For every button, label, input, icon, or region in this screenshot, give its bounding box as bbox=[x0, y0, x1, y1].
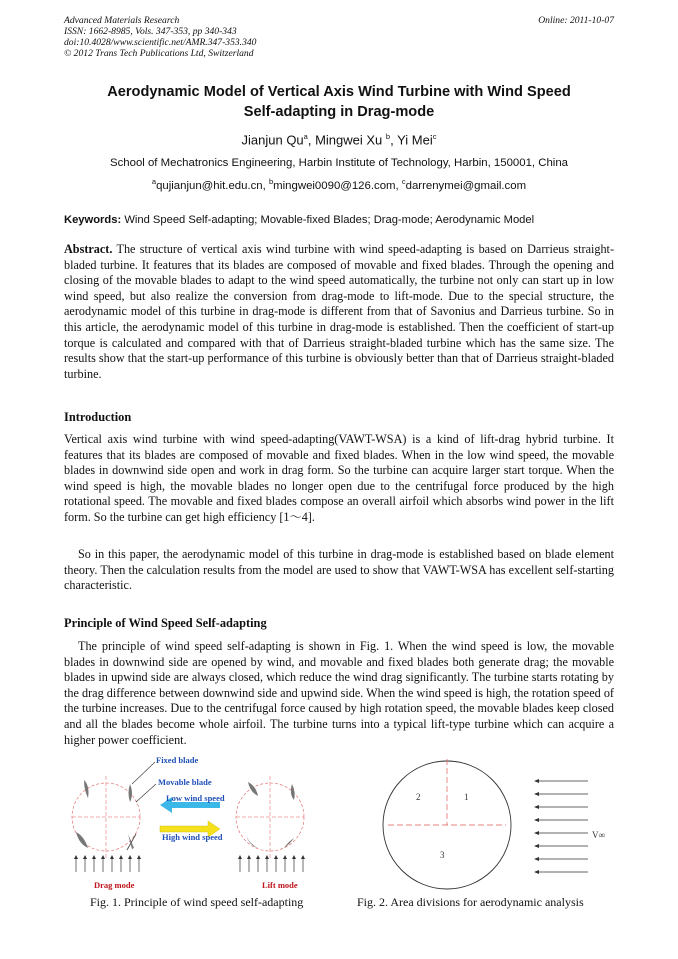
intro-paragraph-2: So in this paper, the aerodynamic model of this turbine in drag-mode is established based on blade element theory. Then the calculation results from the model are used to show that VAWT-WSA has excellent self-starting characteristic. bbox=[64, 547, 614, 593]
movable-blade-label: Movable blade bbox=[158, 777, 212, 787]
author-sup: a bbox=[303, 132, 308, 141]
blade-shape bbox=[129, 784, 133, 802]
blade-shape bbox=[248, 782, 258, 796]
keywords-line bbox=[64, 214, 624, 226]
affiliation: School of Mechatronics Engineering, Harbin Institute of Technology, Harbin, 150001, China bbox=[109, 157, 568, 169]
email-address[interactable]: qujianjun@hit.edu.cn bbox=[156, 179, 263, 192]
title-line-1: Aerodynamic Model of Vertical Axis Wind Turbine with Wind Speed bbox=[107, 84, 571, 100]
email-address[interactable]: darrenymei@gmail.com bbox=[405, 179, 527, 192]
figure-2-caption: Fig. 2. Area divisions for aerodynamic analysis bbox=[357, 895, 584, 909]
section-heading-introduction: Introduction bbox=[64, 410, 132, 424]
intro-paragraph-1: Vertical axis wind turbine with wind speed-adapting(VAWT-WSA) is a kind of lift-drag hybrid turbine. It features that its blades are composed of movable and fixed blades. When in the low wind speed, the movable blades in downwind side open and work in drag form. So the turbine can acquire larger start torque. When the wind speed is high, the movable blades no longer open due to the centrifugal force produced by the high rotational speed. The movable and fixed blades compose an overall airfoil which absorbs wind power in the lift form. So the turbine can get high efficiency [1～4]. bbox=[64, 432, 614, 524]
region-2-label: 2 bbox=[416, 792, 421, 802]
author-name: Yi Mei bbox=[397, 132, 433, 148]
blade-shape bbox=[76, 832, 88, 848]
blade-shape bbox=[84, 780, 89, 798]
abstract bbox=[64, 242, 614, 382]
email-sup: c bbox=[401, 177, 406, 186]
figure-2-diagram bbox=[360, 754, 620, 894]
keywords-label: Keywords: bbox=[64, 214, 122, 226]
blade-shape bbox=[291, 784, 295, 800]
wind-arrows-left bbox=[76, 858, 139, 872]
email-address[interactable]: mingwei0090@126.com bbox=[273, 179, 396, 192]
journal-name: Advanced Materials Research bbox=[64, 15, 180, 26]
journal-header bbox=[64, 15, 256, 59]
paper-title bbox=[64, 82, 614, 122]
fixed-blade-label: Fixed blade bbox=[156, 755, 199, 765]
title-line-2: Self-adapting in Drag-mode bbox=[243, 104, 435, 120]
blade-shape bbox=[284, 838, 294, 848]
incoming-wind-lines bbox=[536, 781, 588, 872]
incoming-wind-arrowheads bbox=[534, 779, 539, 874]
online-date: Online: 2011-10-07 bbox=[538, 15, 614, 26]
author-list: Jianjun Qu$^a$, Mingwei Xu $^b$, Yi Mei$^c$ bbox=[241, 132, 437, 148]
email-sup: a bbox=[151, 177, 157, 186]
wind-arrowheads-right bbox=[238, 855, 305, 859]
figure-1-diagram bbox=[70, 754, 320, 894]
abstract-label: Abstract. bbox=[64, 242, 113, 256]
figure-1-caption: Fig. 1. Principle of wind speed self-adapting bbox=[90, 895, 304, 909]
wind-arrows-right bbox=[240, 858, 303, 872]
author-name: Mingwei Xu bbox=[315, 132, 383, 148]
principle-paragraph: The principle of wind speed self-adapting is shown in Fig. 1. When the wind speed is low, the movable blades in downwind side are opened by wind, and movable and fixed blades both generate drag; the movable blades in upwind side are always closed, which reduce the wind drag significantly. The turbine starts rotating by the drag difference between downwind side and upwind side. When the wind speed is high, the rotation speed of the turbine increases. Due to the centrifugal force caused by high rotation speed, the movable blades keep closed and all the blades become whole airfoil. The turbine turns into a typical lift-type turbine which can acquire a higher power coefficient. bbox=[64, 639, 614, 747]
issn-line: ISSN: 1662-8985, Vols. 347-353, pp 340-343 bbox=[64, 26, 237, 37]
copyright-line: © 2012 Trans Tech Publications Ltd, Switzerland bbox=[64, 48, 254, 59]
region-1-label: 1 bbox=[464, 792, 469, 802]
drag-mode-label: Drag mode bbox=[94, 880, 135, 890]
keywords-text: Wind Speed Self-adapting; Movable-fixed Blades; Drag-mode; Aerodynamic Model bbox=[124, 214, 535, 226]
author-sup: c bbox=[432, 132, 437, 141]
author-name: Jianjun Qu bbox=[241, 132, 304, 148]
email-list: $^a$qujianjun@hit.edu.cn, $^b$mingwei0090@126.com, $^c$darrenymei@gmail.com bbox=[151, 177, 527, 192]
lift-mode-label: Lift mode bbox=[262, 880, 298, 890]
wind-velocity-symbol: V∞ bbox=[592, 830, 605, 840]
blade-shape bbox=[246, 836, 258, 848]
author-sup: b bbox=[385, 132, 391, 141]
email-sup: b bbox=[268, 177, 274, 186]
region-3-label: 3 bbox=[440, 850, 445, 860]
low-wind-label: Low wind speed bbox=[166, 793, 225, 803]
fixed-blade-pointer bbox=[132, 762, 155, 784]
section-heading-principle: Principle of Wind Speed Self-adapting bbox=[64, 616, 267, 630]
movable-blade-line bbox=[127, 834, 136, 850]
wind-arrowheads-left bbox=[74, 855, 141, 859]
high-wind-label: High wind speed bbox=[162, 832, 223, 842]
doi-line: doi:10.4028/www.scientific.net/AMR.347-353.340 bbox=[64, 37, 257, 48]
movable-blade-pointer bbox=[136, 784, 156, 802]
abstract-text: The structure of vertical axis wind turbine with wind speed-adapting is based on Darrieus straight-bladed turbine. It features that its blades are composed of movable and fixed blades. Through the opening and closing of the movable blades to adapt to the wind speed automatically, the turbine not only can start up in low wind speed, but also realize the conversion from drag-mode to lift-mode. Due to the special structure, the aerodynamic model of this turbine in drag-mode is different from that of Savonius and Darrieus turbine. So in this article, the aerodynamic model of this turbine in drag-mode is established. Then the coefficient of start-up torque is calculated and compared with that of Darrieus straight-bladed turbine which has the same size. The results show that the start-up performance of this turbine is obviously better than that of Darrieus straight-bladed turbine. bbox=[64, 242, 615, 381]
